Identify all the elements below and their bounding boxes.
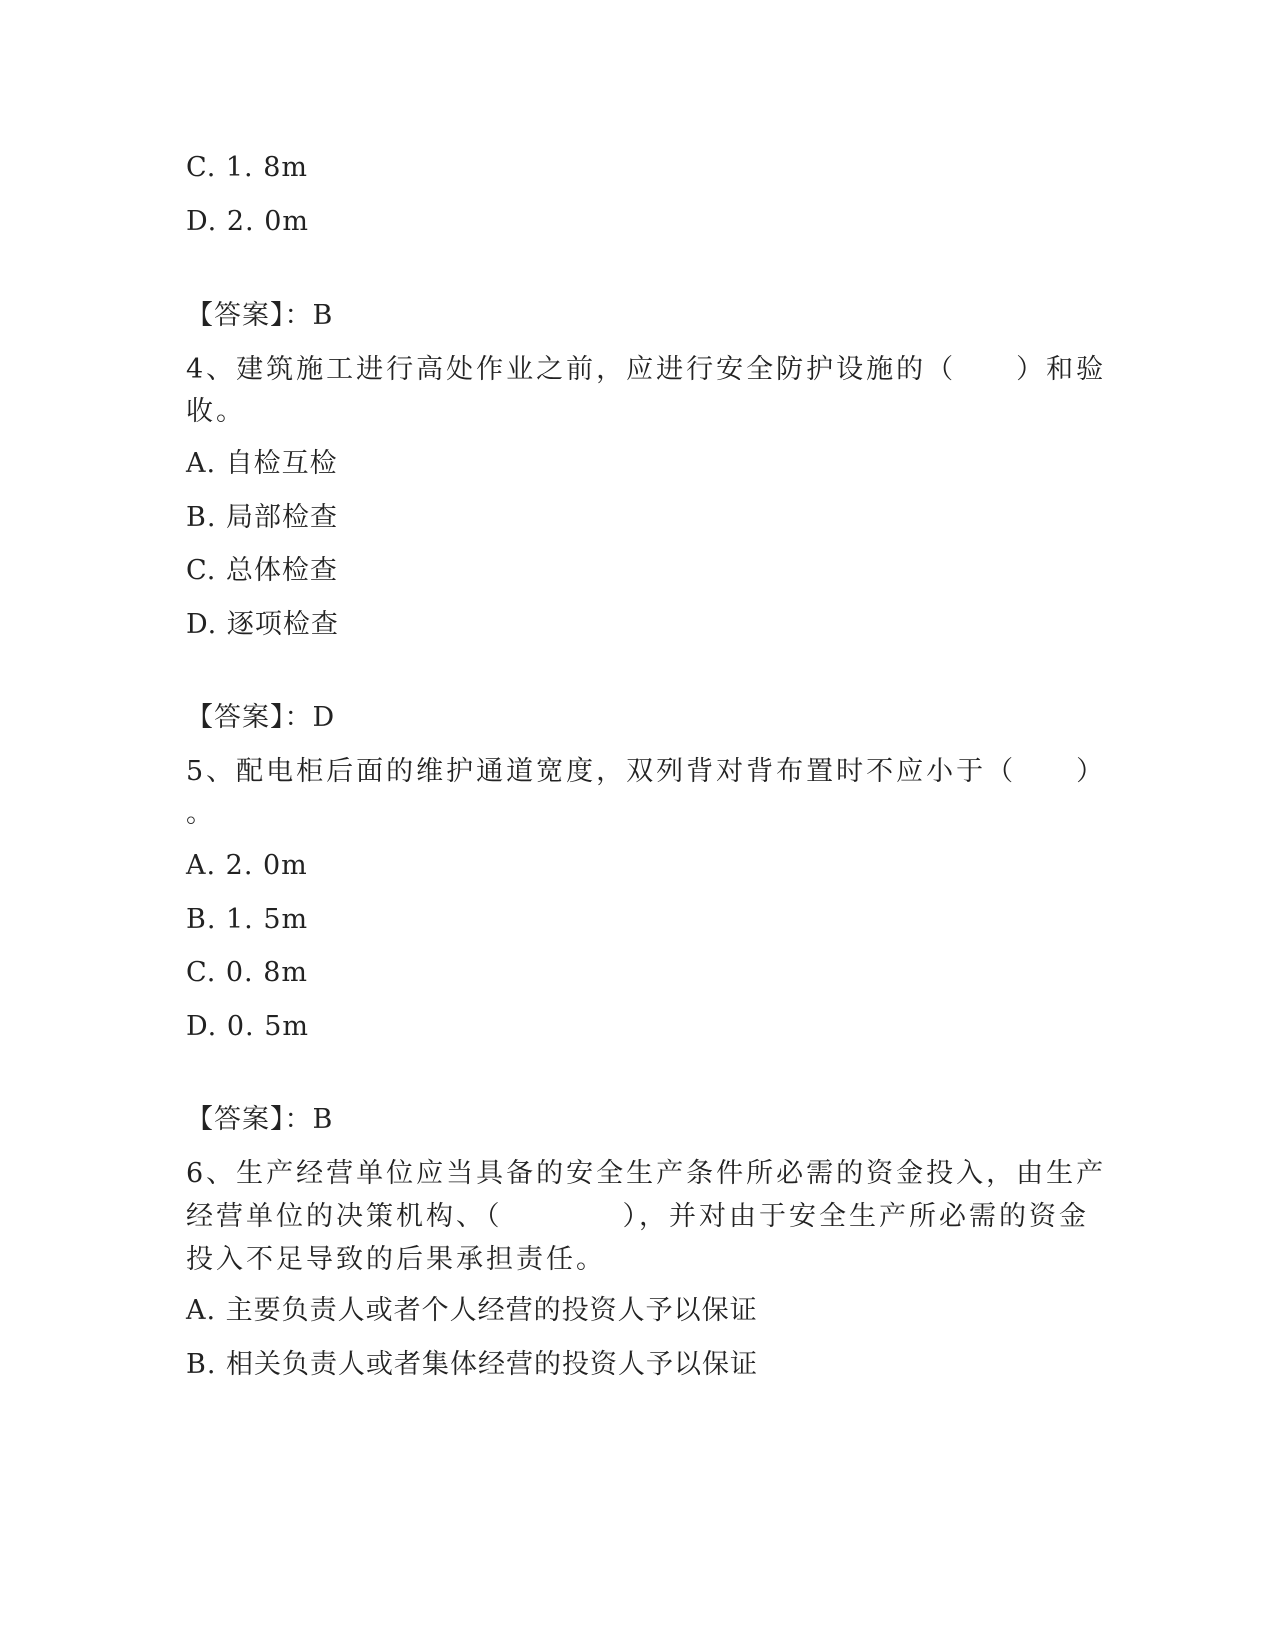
answer-4: 【答案】：D xyxy=(186,702,336,733)
q6-option-a: A. 主要负责人或者个人经营的投资人予以保证 xyxy=(186,1295,758,1326)
question-4-line-1: 4、建筑施工进行高处作业之前，应进行安全防护设施的（ ）和验 xyxy=(186,354,1107,385)
q5-option-a: A. 2. 0m xyxy=(186,850,308,881)
question-5-line-2: 。 xyxy=(186,798,216,829)
q5-option-b: B. 1. 5m xyxy=(186,904,309,935)
q6-option-b: B. 相关负责人或者集体经营的投资人予以保证 xyxy=(186,1349,759,1380)
answer-3: 【答案】：B xyxy=(186,300,334,331)
question-5-line-1: 5、配电柜后面的维护通道宽度，双列背对背布置时不应小于（ ） xyxy=(186,756,1107,787)
answer-5: 【答案】：B xyxy=(186,1104,334,1135)
q4-option-b: B. 局部检查 xyxy=(186,502,339,533)
question-6-line-1: 6、生产经营单位应当具备的安全生产条件所必需的资金投入，由生产 xyxy=(186,1158,1107,1189)
option-d: D. 2. 0m xyxy=(186,206,309,237)
question-4-line-2: 收。 xyxy=(186,396,246,427)
question-6-line-2: 经营单位的决策机构、（ ），并对由于安全生产所必需的资金 xyxy=(186,1201,1089,1232)
q4-option-d: D. 逐项检查 xyxy=(186,609,339,640)
q4-option-a: A. 自检互检 xyxy=(186,448,338,479)
option-c: C. 1. 8m xyxy=(186,152,308,183)
q5-option-d: D. 0. 5m xyxy=(186,1011,309,1042)
q4-option-c: C. 总体检查 xyxy=(186,555,338,586)
q5-option-c: C. 0. 8m xyxy=(186,957,308,988)
question-6-line-3: 投入不足导致的后果承担责任。 xyxy=(186,1244,606,1275)
